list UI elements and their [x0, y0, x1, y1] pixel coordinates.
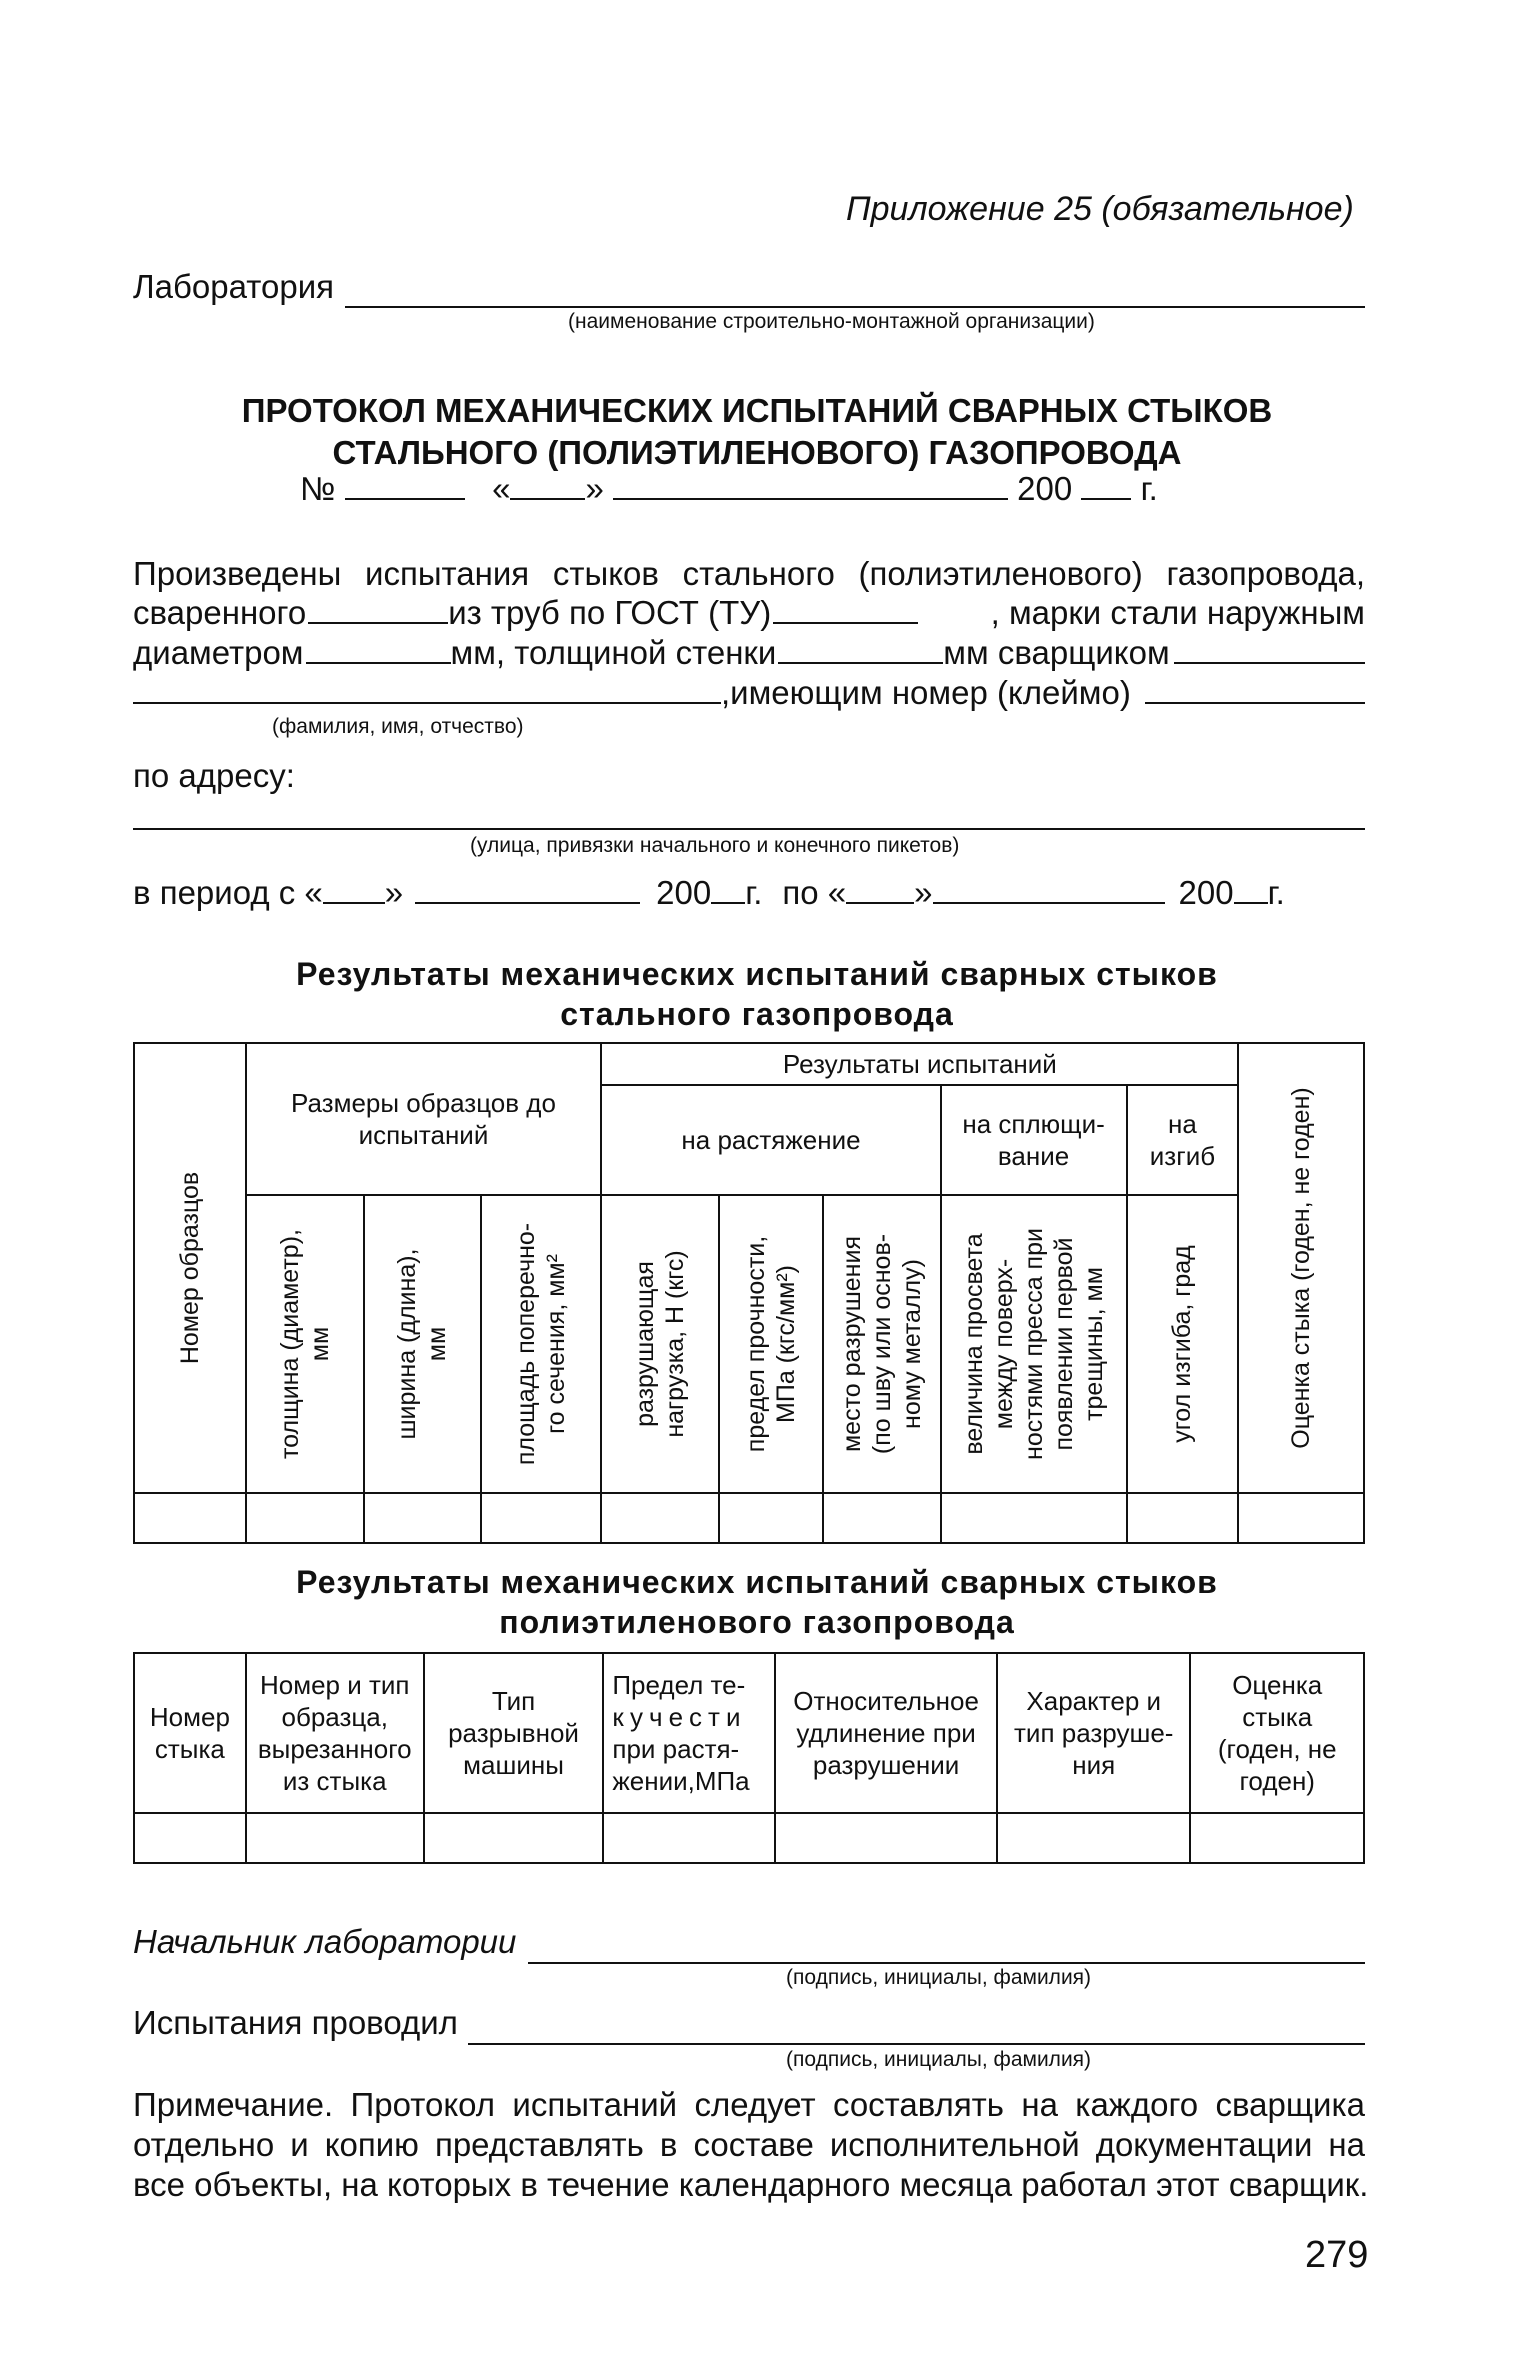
number-sign: №: [300, 470, 336, 507]
cell[interactable]: [603, 1813, 775, 1863]
period-year2: 200: [1178, 874, 1234, 911]
wall-label: мм, толщиной стенки: [450, 634, 777, 671]
col-area: площадь поперечно- го сечения, мм²: [481, 1195, 601, 1493]
col-pe-evaluation: Оценка стыка (годен, не годен): [1190, 1653, 1364, 1813]
cell[interactable]: [941, 1493, 1127, 1543]
period-g1: г.: [745, 874, 763, 911]
col-strength: предел прочности, МПа (кгс/мм²): [719, 1195, 823, 1493]
period-from-month[interactable]: [415, 901, 640, 904]
col-yield: Предел те- кучести при растя- жении,МПа: [603, 1653, 775, 1813]
col-width: ширина (длина), мм: [364, 1195, 482, 1493]
col-thickness: толщина (диаметр), мм: [246, 1195, 364, 1493]
cell[interactable]: [134, 1493, 246, 1543]
cell[interactable]: [246, 1493, 364, 1543]
doc-title-line2: СТАЛЬНОГО (ПОЛИЭТИЛЕНОВОГО) ГАЗОПРОВОДА: [332, 434, 1182, 471]
cell[interactable]: [1127, 1493, 1239, 1543]
col-dims: Размеры образцов до испытаний: [246, 1043, 602, 1195]
address-label: по адресу:: [133, 757, 295, 794]
quote-open: «: [492, 470, 511, 507]
cell[interactable]: [997, 1813, 1191, 1863]
col-flatten: на сплющи-вание: [941, 1085, 1127, 1195]
year-prefix: 200: [1017, 470, 1073, 507]
day-field[interactable]: [510, 497, 585, 500]
table-row: [134, 1493, 1364, 1543]
cell[interactable]: [364, 1493, 482, 1543]
intro-line4: [133, 674, 1365, 712]
steel-table-title2: стального газопровода: [560, 996, 954, 1032]
doc-title-line1: ПРОТОКОЛ МЕХАНИЧЕСКИХ ИСПЫТАНИЙ СВАРНЫХ СТЫКОВ: [241, 392, 1273, 429]
tester-sign-field[interactable]: [468, 2043, 1365, 2045]
steel-grade-label: , марки стали наружным: [990, 594, 1365, 631]
lab-hint: (наименование строительно-монтажной организации): [568, 310, 1095, 333]
col-results: Результаты испытаний: [601, 1043, 1238, 1085]
gost-label: из труб по ГОСТ (ТУ): [448, 594, 772, 631]
page-number: 279: [1305, 2234, 1369, 2276]
cell[interactable]: [823, 1493, 941, 1543]
fio-field[interactable]: [133, 701, 721, 704]
cell[interactable]: [1238, 1493, 1364, 1543]
steel-table-title1: Результаты механических испытаний сварных стыков: [296, 956, 1218, 992]
col-joint-number: Номер стыка: [134, 1653, 246, 1813]
col-gap: величина просвета между поверх- ностями пресса при появлении первой трещины, мм: [941, 1195, 1127, 1493]
stamp-label: ,имеющим номер (клеймо): [721, 674, 1131, 711]
diameter-label: диаметром: [133, 634, 304, 671]
welded-field[interactable]: [308, 621, 448, 624]
period-from-day[interactable]: [323, 901, 385, 904]
fio-hint: (фамилия, имя, отчество): [272, 715, 524, 738]
gost-field[interactable]: [773, 621, 918, 624]
col-sample-type: Номер и тип образца, вырезанного из стыка: [246, 1653, 424, 1813]
pe-table-title1: Результаты механических испытаний сварных стыков: [296, 1564, 1218, 1600]
col-fracture-place: место разрушения (по шву или основ- ному металлу): [823, 1195, 941, 1493]
period-line: [133, 874, 1365, 912]
cell[interactable]: [719, 1493, 823, 1543]
appendix-label: Приложение 25 (обязательное): [846, 190, 1354, 228]
period-to-month[interactable]: [933, 901, 1165, 904]
stamp-field[interactable]: [1145, 701, 1365, 704]
note-line1: Примечание. Протокол испытаний следует составлять на каждого сварщика: [133, 2086, 1365, 2123]
welder-field[interactable]: [1174, 661, 1365, 664]
cell[interactable]: [134, 1813, 246, 1863]
cell[interactable]: [775, 1813, 997, 1863]
quote-close: »: [585, 470, 604, 507]
lab-label: Лаборатория: [133, 268, 334, 305]
col-tension: на растяжение: [601, 1085, 940, 1195]
address-hint: (улица, привязки начального и конечного пикетов): [470, 834, 960, 857]
number-field[interactable]: [345, 497, 465, 500]
welder-label: мм сварщиком: [943, 634, 1170, 671]
col-sample-number: Номер образцов: [134, 1043, 246, 1493]
cell[interactable]: [481, 1493, 601, 1543]
wall-field[interactable]: [778, 661, 943, 664]
head-label: Начальник лаборатории: [133, 1923, 517, 1960]
welded-label: сваренного: [133, 594, 307, 631]
month-field[interactable]: [613, 497, 1008, 500]
lab-field[interactable]: [345, 306, 1365, 308]
col-bend-angle: угол изгиба, град: [1127, 1195, 1239, 1493]
head-sign-hint: (подпись, инициалы, фамилия): [786, 1966, 1092, 1989]
note-line2: отдельно и копию представлять в составе исполнительной документации на: [133, 2126, 1365, 2163]
tester-label: Испытания проводил: [133, 2004, 458, 2041]
period-to-label: по «: [782, 874, 847, 911]
intro-line3: [133, 634, 1365, 672]
col-fracture: Характер и тип разруше- ния: [997, 1653, 1191, 1813]
intro-line1: Произведены испытания стыков стального (полиэтиленового) газопровода,: [133, 555, 1365, 592]
period-to-year[interactable]: [1234, 901, 1268, 904]
table-row: [134, 1813, 1364, 1863]
col-load: разрушающая нагрузка, Н (кгс): [601, 1195, 719, 1493]
cell[interactable]: [424, 1813, 604, 1863]
tester-sign-hint: (подпись, инициалы, фамилия): [786, 2048, 1092, 2071]
period-g2: г.: [1267, 874, 1285, 911]
note-line3: все объекты, на которых в течение календарного месяца работал этот сварщик.: [133, 2166, 1369, 2203]
period-year1: 200: [656, 874, 712, 911]
address-field[interactable]: [133, 828, 1365, 830]
col-bend: на изгиб: [1127, 1085, 1239, 1195]
col-elongation: Относительное удлинение при разрушении: [775, 1653, 997, 1813]
period-to-day[interactable]: [846, 901, 914, 904]
period-quote2: »: [914, 874, 933, 911]
period-quote1: »: [384, 874, 404, 911]
steel-results-table: [133, 1042, 1365, 1544]
cell[interactable]: [1190, 1813, 1364, 1863]
cell[interactable]: [246, 1813, 424, 1863]
head-sign-field[interactable]: [528, 1962, 1365, 1964]
col-machine-type: Тип разрывной машины: [424, 1653, 604, 1813]
col-evaluation: Оценка стыка (годен, не годен): [1238, 1043, 1364, 1493]
cell[interactable]: [601, 1493, 719, 1543]
pe-table-title2: полиэтиленового газопровода: [499, 1604, 1015, 1640]
year-suffix: г.: [1140, 470, 1158, 507]
pe-results-table: [133, 1652, 1365, 1864]
period-label: в период с «: [133, 874, 323, 911]
protocol-number-line: [300, 470, 1158, 508]
diameter-field[interactable]: [306, 661, 451, 664]
period-from-year[interactable]: [711, 901, 745, 904]
year-field[interactable]: [1081, 497, 1131, 500]
intro-line2: [133, 594, 1365, 632]
